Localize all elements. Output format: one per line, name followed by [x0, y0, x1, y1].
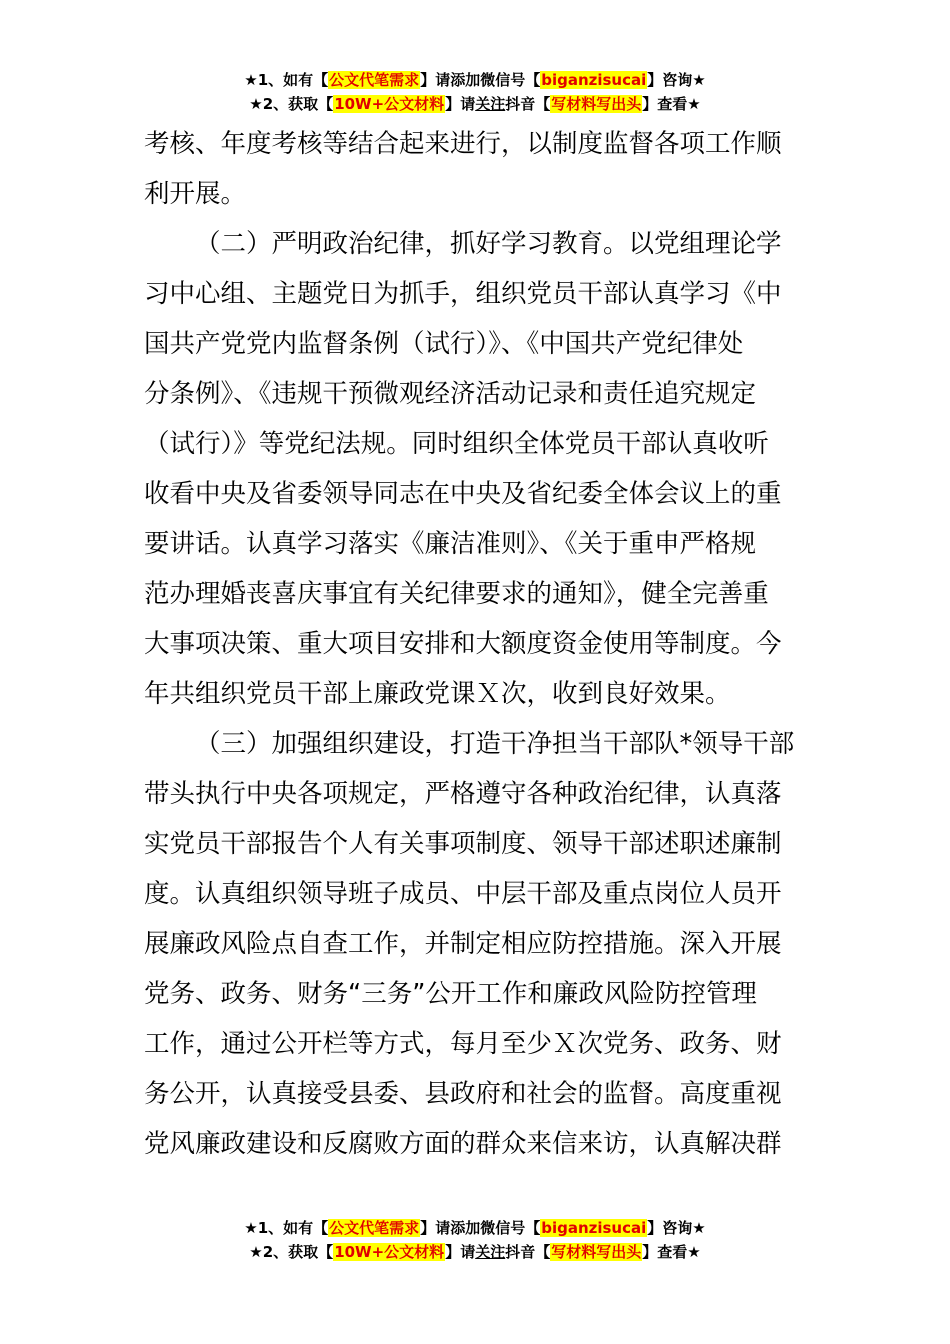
- body-line: 带头执行中央各项规定，严格遵守各种政治纪律，认真落: [144, 779, 782, 809]
- body-line: 展廉政风险点自查工作，并制定相应防控措施。深入开展: [144, 929, 782, 959]
- body-line: 度。认真组织领导班子成员、中层干部及重点岗位人员开: [144, 879, 782, 909]
- banner-text: 】查看★: [642, 1243, 701, 1261]
- document-body: [144, 119, 804, 1169]
- body-line: 习中心组、主题党日为抓手，组织党员干部认真学习《中: [144, 279, 782, 309]
- wechat-id-highlight: biganzisucai: [541, 71, 647, 89]
- body-line: （试行）》等党纪法规。同时组织全体党员干部认真收听: [144, 429, 769, 459]
- banner-text: 】请添加微信号【: [420, 71, 541, 89]
- body-line: 实党员干部报告个人有关事项制度、领导干部述职述廉制: [144, 829, 782, 859]
- banner-highlight: 10W+公文材料: [334, 1243, 445, 1261]
- banner-text: 】咨询★: [647, 1219, 706, 1237]
- footer-banner: [0, 1216, 950, 1264]
- banner-text: ★2、获取【: [249, 1243, 334, 1261]
- banner-underlined-text: 关注: [475, 1243, 506, 1261]
- banner-underlined-text: 关注: [475, 95, 506, 113]
- banner-text: 】请: [445, 1243, 476, 1261]
- section-heading-line: （三）加强组织建设，打造干净担当干部队*领导干部: [195, 729, 795, 759]
- banner-text: 】请添加微信号【: [420, 1219, 541, 1237]
- banner-highlight: 公文代笔需求: [329, 1219, 420, 1237]
- body-line: 要讲话。认真学习落实《廉洁准则》、《关于重申严格规: [144, 529, 757, 559]
- body-line: 党风廉政建设和反腐败方面的群众来信来访，认真解决群: [144, 1129, 782, 1159]
- banner-text: 抖音【: [505, 1243, 551, 1261]
- body-line: 范办理婚丧喜庆事宜有关纪律要求的通知》，健全完善重: [144, 579, 769, 609]
- header-banner: [0, 68, 950, 116]
- body-line: 收看中央及省委领导同志在中央及省纪委全体会议上的重: [144, 479, 782, 509]
- body-line: 大事项决策、重大项目安排和大额度资金使用等制度。今: [144, 629, 782, 659]
- banner-text: ★1、如有【: [244, 1219, 329, 1237]
- body-line: 党务、政务、财务“三务”公开工作和廉政风险防控管理: [144, 979, 757, 1009]
- banner-text: 】咨询★: [647, 71, 706, 89]
- banner-highlight: 写材料写出头: [551, 1243, 642, 1261]
- banner-highlight: 10W+公文材料: [334, 95, 445, 113]
- banner-highlight: 写材料写出头: [551, 95, 642, 113]
- banner-text: 抖音【: [505, 95, 551, 113]
- body-line: 务公开，认真接受县委、县政府和社会的监督。高度重视: [144, 1079, 782, 1109]
- banner-text: 】查看★: [642, 95, 701, 113]
- section-heading-line: （二）严明政治纪律，抓好学习教育。以党组理论学: [195, 229, 782, 259]
- banner-line-2: [0, 92, 950, 116]
- banner-line-1: [0, 68, 950, 92]
- body-line: 国共产党党内监督条例（试行）》、《中国共产党纪律处: [144, 329, 744, 359]
- banner-text: ★1、如有【: [244, 71, 329, 89]
- body-line: 考核、年度考核等结合起来进行，以制度监督各项工作顺: [144, 129, 782, 159]
- body-line: 利开展。: [144, 179, 247, 209]
- body-line: 工作，通过公开栏等方式，每月至少Ｘ次党务、政务、财: [144, 1029, 782, 1059]
- banner-highlight: 公文代笔需求: [329, 71, 420, 89]
- banner-text: ★2、获取【: [249, 95, 334, 113]
- wechat-id-highlight: biganzisucai: [541, 1219, 647, 1237]
- banner-line-2: [0, 1240, 950, 1264]
- banner-text: 】请: [445, 95, 476, 113]
- body-line: 年共组织党员干部上廉政党课Ｘ次，收到良好效果。: [144, 679, 731, 709]
- banner-line-1: [0, 1216, 950, 1240]
- body-line: 分条例》、《违规干预微观经济活动记录和责任追究规定: [144, 379, 757, 409]
